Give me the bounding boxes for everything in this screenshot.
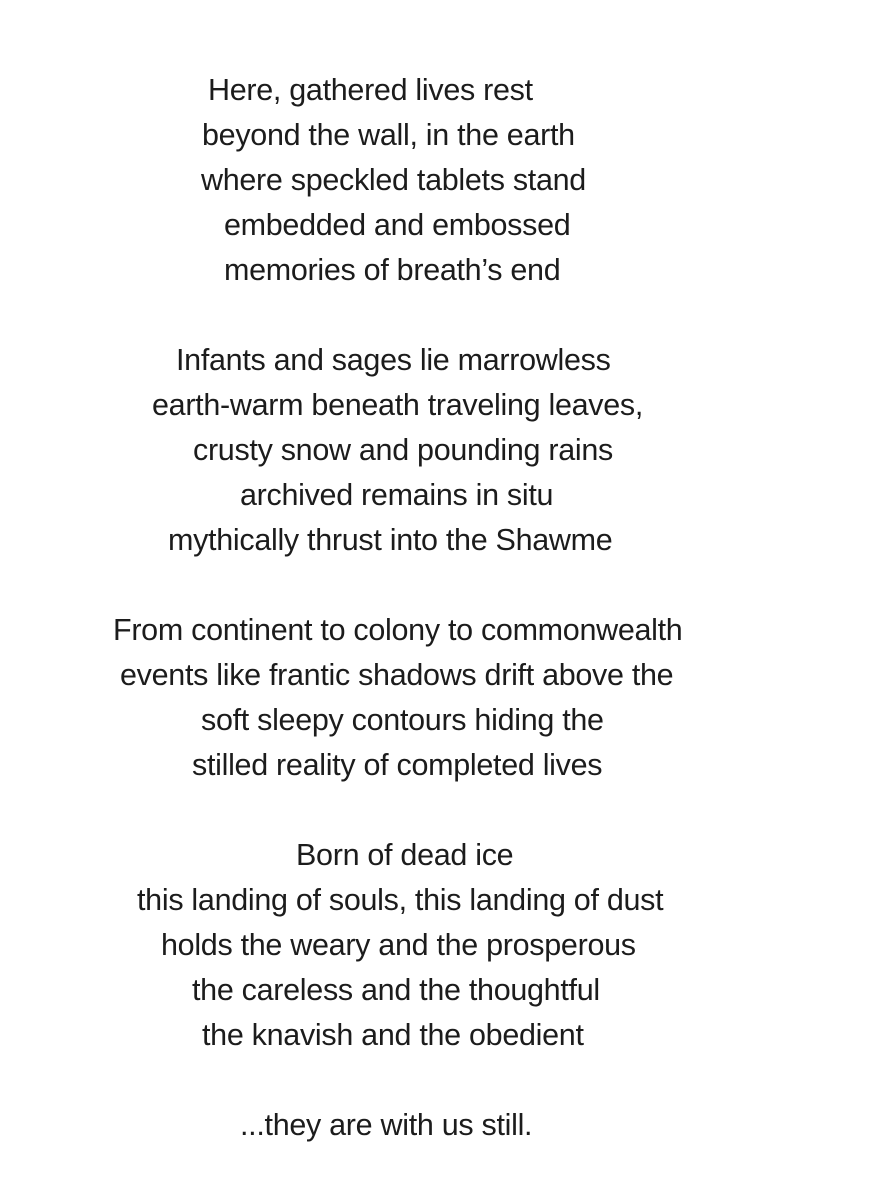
poem-line: stilled reality of completed lives [192,748,603,782]
poem-line: events like frantic shadows drift above the [120,658,674,692]
poem-line: holds the weary and the prosperous [161,928,636,962]
poem-line: earth-warm beneath traveling leaves, [152,388,644,422]
poem-line: crusty snow and pounding rains [193,433,613,467]
poem-line: Infants and sages lie marrowless [176,343,611,377]
poem-line: the knavish and the obedient [202,1018,584,1052]
poem-line: beyond the wall, in the earth [202,118,575,152]
poem-line: Born of dead ice [296,838,514,872]
poem-line: Here, gathered lives rest [208,73,533,107]
poem-line: this landing of souls, this landing of dust [137,883,664,917]
poem-line: archived remains in situ [240,478,554,512]
poem-line: From continent to colony to commonwealth [113,613,683,647]
poem-line: ...they are with us still. [240,1108,533,1142]
poem-line: embedded and embossed [224,208,571,242]
poem-line: where speckled tablets stand [201,163,586,197]
poem-line: mythically thrust into the Shawme [168,523,613,557]
poem-line: soft sleepy contours hiding the [201,703,604,737]
poem-line: the careless and the thoughtful [192,973,600,1007]
poem-line: memories of breath’s end [224,253,561,287]
